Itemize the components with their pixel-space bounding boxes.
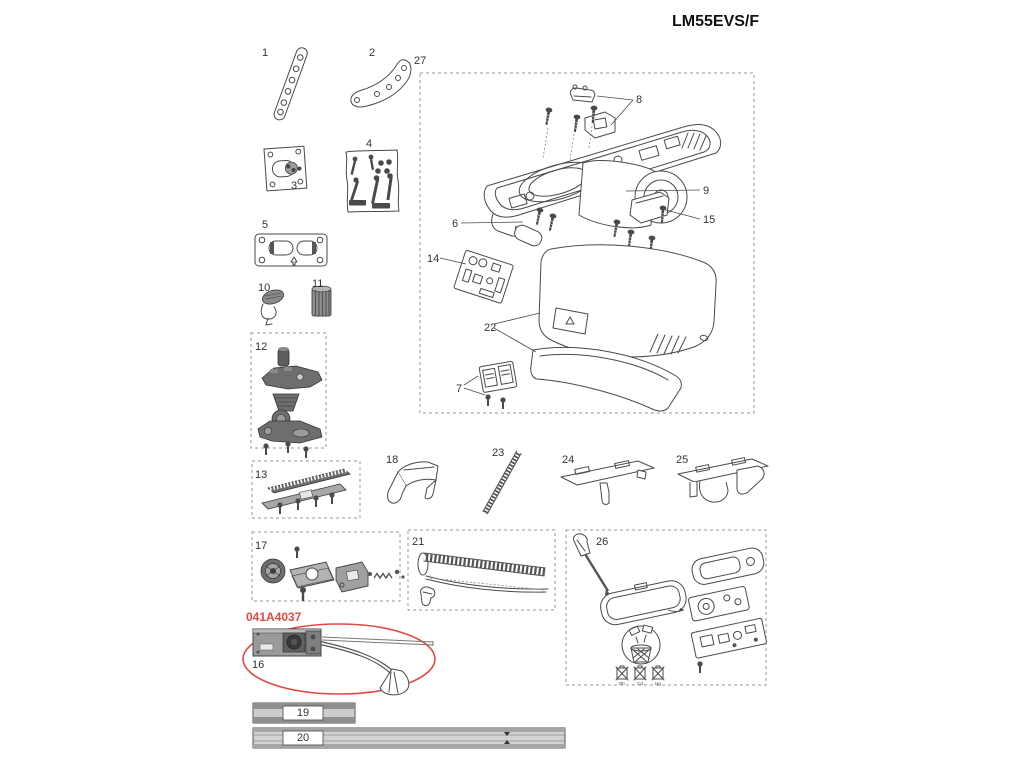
part-label-8: 8 xyxy=(636,94,643,106)
part-label-16: 16 xyxy=(252,659,265,671)
part-8-switch-drawing xyxy=(543,85,615,160)
remote-pcb-drawing xyxy=(691,618,767,658)
part-12-sprocket-assembly-drawing xyxy=(258,347,322,458)
highlight-part-code: 041A4037 xyxy=(246,610,302,624)
part-label-11: 11 xyxy=(312,278,324,290)
part-26-remote-kit-drawing xyxy=(573,534,766,686)
part-label-13: 13 xyxy=(255,469,268,481)
part-22-cover-drawing xyxy=(531,245,716,411)
part-23-threaded-rod-drawing xyxy=(485,452,519,513)
part-label-27: 27 xyxy=(414,55,427,67)
leader-7a xyxy=(464,376,478,385)
part-21-belt-drawing xyxy=(418,553,548,606)
part-label-2: 2 xyxy=(369,47,376,59)
part-label-14: 14 xyxy=(427,253,440,265)
page-title: LM55EVS/F xyxy=(672,13,760,30)
remote-cover-drawing xyxy=(690,546,766,586)
battery-symbol-cd-label: Cd xyxy=(637,681,643,686)
part-label-9: 9 xyxy=(703,185,710,197)
battery-symbol-pb-label: Pb xyxy=(619,681,625,686)
part-14-board-drawing xyxy=(454,250,514,303)
part-11-coupling-drawing xyxy=(312,286,331,316)
remote-base-shell-drawing xyxy=(597,575,688,627)
part-label-3: 3 xyxy=(291,180,298,192)
part-label-23: 23 xyxy=(492,447,505,459)
part-3-header-bracket-drawing xyxy=(264,146,307,191)
battery-symbol-cd xyxy=(634,666,646,686)
part-label-5: 5 xyxy=(262,219,269,231)
part-label-4: 4 xyxy=(366,138,373,150)
part-17-pulley-kit-drawing xyxy=(261,546,405,601)
leader-8b xyxy=(611,100,633,125)
part-18-clamp-bracket-drawing xyxy=(388,462,438,503)
leader-22b xyxy=(494,328,536,352)
part-5-slotted-plate-drawing xyxy=(255,234,327,266)
part-25-rail-clamp-drawing xyxy=(678,458,768,503)
part-label-7: 7 xyxy=(456,383,463,395)
part-label-1: 1 xyxy=(262,47,269,59)
part-16-sensor-drawing xyxy=(253,629,433,695)
part-13-rail-strip-drawing xyxy=(262,469,350,514)
part-label-21: 21 xyxy=(412,536,425,548)
part-label-22: 22 xyxy=(484,322,497,334)
battery-symbol-hg xyxy=(652,666,664,686)
battery-symbol-hg-label: Hg xyxy=(655,681,661,686)
battery-disposal-icon xyxy=(622,625,660,664)
battery-symbol-pb xyxy=(616,666,628,686)
part-label-10: 10 xyxy=(258,282,271,294)
part-label-20: 20 xyxy=(296,732,310,744)
part-label-6: 6 xyxy=(452,218,459,230)
part-label-24: 24 xyxy=(562,454,575,466)
leader-7b xyxy=(464,388,485,395)
part-label-26: 26 xyxy=(596,536,609,548)
leader-6 xyxy=(461,222,523,223)
part-label-19: 19 xyxy=(296,707,310,719)
leader-22a xyxy=(494,313,540,324)
remote-battery-plate-drawing xyxy=(688,586,750,622)
part-4-hardware-bag-drawing xyxy=(346,150,399,212)
part-label-18: 18 xyxy=(386,454,399,466)
part-label-15: 15 xyxy=(703,214,716,226)
part-24-bracket-drawing xyxy=(561,461,654,505)
part-1-strap-drawing xyxy=(273,46,309,121)
part-label-12: 12 xyxy=(255,341,268,353)
part-27-motor-head-assembly xyxy=(440,85,721,411)
part-label-17: 17 xyxy=(255,540,268,552)
part-7-label-drawing xyxy=(479,361,517,409)
leader-8a xyxy=(597,96,633,100)
part-2-curved-arm-drawing xyxy=(351,60,411,107)
part-label-25: 25 xyxy=(676,454,689,466)
